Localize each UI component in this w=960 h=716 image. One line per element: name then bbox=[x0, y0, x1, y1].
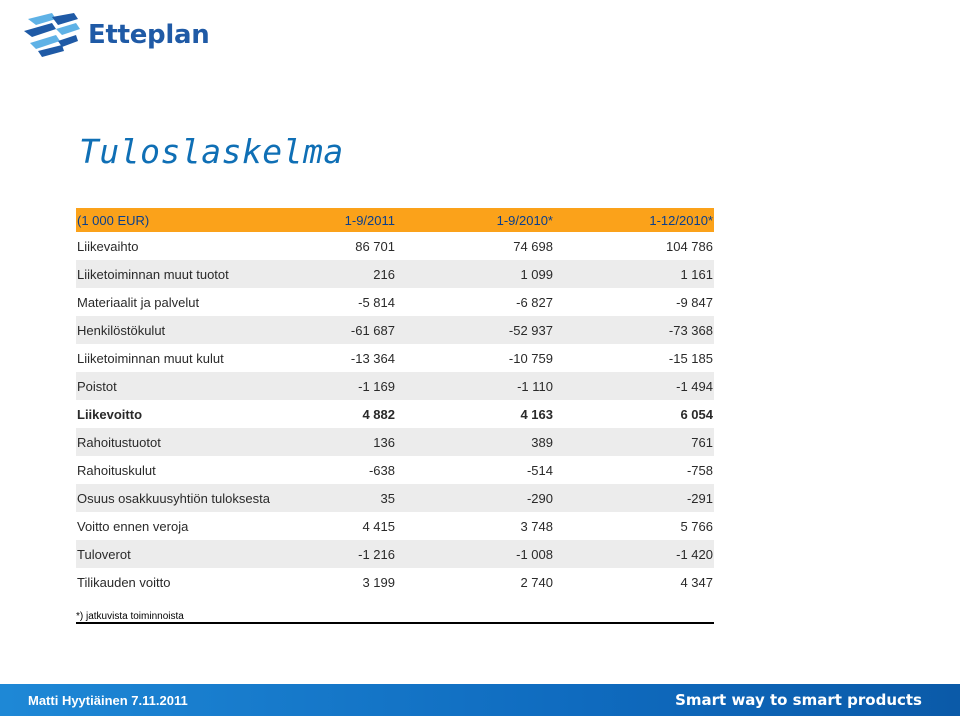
row-label: Poistot bbox=[77, 378, 117, 394]
table-row bbox=[76, 568, 714, 596]
table-row bbox=[76, 512, 714, 540]
row-value: 74 698 bbox=[513, 238, 553, 254]
row-label: Liiketoiminnan muut tuotot bbox=[77, 266, 229, 282]
row-value: -6 827 bbox=[516, 294, 553, 310]
table-row bbox=[76, 288, 714, 316]
row-label: Tuloverot bbox=[77, 546, 131, 562]
row-value: -5 814 bbox=[358, 294, 395, 310]
row-label: Osuus osakkuusyhtiön tuloksesta bbox=[77, 490, 270, 506]
row-value: -9 847 bbox=[676, 294, 713, 310]
table-row bbox=[76, 400, 714, 428]
row-label: Rahoitustuotot bbox=[77, 434, 161, 450]
income-statement-table bbox=[76, 208, 714, 596]
row-value: 6 054 bbox=[680, 406, 713, 422]
row-label: Liikevoitto bbox=[77, 406, 143, 422]
row-label: Liikevaihto bbox=[77, 238, 139, 254]
row-value: 2 740 bbox=[520, 574, 553, 590]
etteplan-logo-icon bbox=[22, 11, 80, 59]
row-label: Voitto ennen veroja bbox=[77, 518, 189, 534]
row-value: 3 199 bbox=[362, 574, 395, 590]
table-row bbox=[76, 540, 714, 568]
row-label: Rahoituskulut bbox=[77, 462, 156, 478]
row-value: 5 766 bbox=[680, 518, 713, 534]
row-value: 104 786 bbox=[666, 238, 713, 254]
row-value: -73 368 bbox=[668, 322, 713, 338]
table-row bbox=[76, 260, 714, 288]
row-value: -290 bbox=[526, 490, 553, 506]
footer-author-date: Matti Hyytiäinen 7.11.2011 bbox=[28, 692, 188, 708]
row-value: -758 bbox=[686, 462, 713, 478]
footer-slogan: Smart way to smart products bbox=[675, 691, 922, 709]
row-value: -10 759 bbox=[508, 350, 553, 366]
row-value: 1 099 bbox=[520, 266, 553, 282]
header-col-2: 1-9/2010* bbox=[496, 212, 553, 228]
row-value: -514 bbox=[526, 462, 553, 478]
row-value: 86 701 bbox=[355, 238, 395, 254]
row-value: -1 110 bbox=[517, 378, 553, 394]
row-value: 761 bbox=[691, 434, 713, 450]
row-value: 4 163 bbox=[520, 406, 553, 422]
logo-text: Etteplan bbox=[88, 20, 210, 50]
row-value: 4 415 bbox=[362, 518, 395, 534]
row-value: 136 bbox=[373, 434, 395, 450]
row-value: -13 364 bbox=[350, 350, 395, 366]
row-value: -1 008 bbox=[516, 546, 553, 562]
row-value: 4 347 bbox=[680, 574, 713, 590]
table-row bbox=[76, 372, 714, 400]
row-value: 216 bbox=[373, 266, 395, 282]
header-unit: (1 000 EUR) bbox=[77, 212, 150, 228]
row-value: -1 169 bbox=[358, 378, 395, 394]
page-title: Tuloslaskelma bbox=[79, 132, 344, 171]
row-value: -15 185 bbox=[668, 350, 713, 366]
company-logo bbox=[22, 10, 209, 60]
row-label: Liiketoiminnan muut kulut bbox=[77, 350, 224, 366]
row-value: 389 bbox=[531, 434, 553, 450]
header-col-1: 1-9/2011 bbox=[344, 212, 395, 228]
table-footnote: *) jatkuvista toiminnoista bbox=[76, 611, 714, 624]
row-value: -52 937 bbox=[508, 322, 553, 338]
row-value: -1 420 bbox=[676, 546, 713, 562]
footer-bar bbox=[0, 684, 960, 716]
row-value: -291 bbox=[686, 490, 713, 506]
table-header-row bbox=[76, 208, 714, 232]
row-value: 35 bbox=[380, 490, 395, 506]
table-row bbox=[76, 232, 714, 260]
row-value: -1 494 bbox=[676, 378, 713, 394]
row-value: -638 bbox=[368, 462, 395, 478]
row-value: 1 161 bbox=[680, 266, 713, 282]
row-label: Tilikauden voitto bbox=[77, 574, 171, 590]
row-label: Henkilöstökulut bbox=[77, 322, 166, 338]
row-value: -1 216 bbox=[358, 546, 395, 562]
table-row bbox=[76, 316, 714, 344]
table-row bbox=[76, 456, 714, 484]
row-value: 3 748 bbox=[520, 518, 553, 534]
table-row bbox=[76, 428, 714, 456]
row-label: Materiaalit ja palvelut bbox=[77, 294, 200, 310]
table-row bbox=[76, 484, 714, 512]
header-col-3: 1-12/2010* bbox=[649, 212, 713, 228]
row-value: -61 687 bbox=[350, 322, 395, 338]
table-row bbox=[76, 344, 714, 372]
row-value: 4 882 bbox=[362, 406, 395, 422]
